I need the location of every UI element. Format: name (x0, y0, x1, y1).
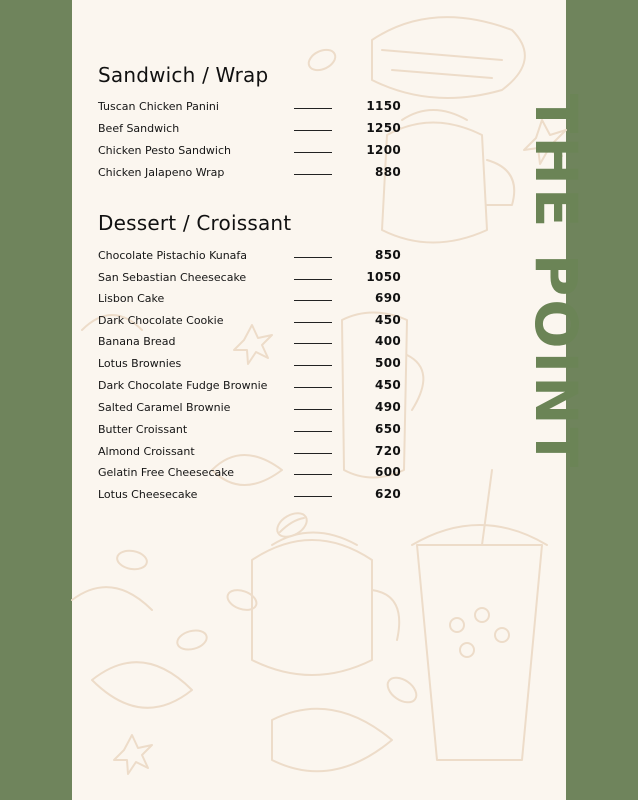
menu-item (98, 334, 401, 351)
item-name: Beef Sandwich (98, 122, 180, 135)
item-leader-line (294, 496, 332, 497)
background-doodles (72, 0, 566, 800)
section-title-sandwich-wrap: Sandwich / Wrap (98, 63, 269, 87)
item-name: San Sebastian Cheesecake (98, 271, 247, 284)
menu-item (98, 270, 401, 287)
item-leader-line (294, 474, 332, 475)
item-price: 650 (375, 422, 401, 436)
item-name: Banana Bread (98, 335, 176, 348)
item-leader-line (294, 174, 332, 175)
item-name: Dark Chocolate Fudge Brownie (98, 379, 268, 392)
item-leader-line (294, 152, 332, 153)
menu-item (98, 378, 401, 395)
item-price: 400 (375, 334, 401, 348)
item-price: 500 (375, 356, 401, 370)
item-name: Lotus Cheesecake (98, 488, 198, 501)
item-price: 690 (375, 291, 401, 305)
item-name: Dark Chocolate Cookie (98, 314, 224, 327)
item-price: 450 (375, 313, 401, 327)
item-leader-line (294, 279, 332, 280)
item-price: 450 (375, 378, 401, 392)
menu-item (98, 465, 401, 482)
menu-item (98, 422, 401, 439)
item-leader-line (294, 257, 332, 258)
item-price: 600 (375, 465, 401, 479)
item-price: 720 (375, 444, 401, 458)
item-name: Lotus Brownies (98, 357, 182, 370)
item-price: 1250 (366, 121, 401, 135)
item-price: 1200 (366, 143, 401, 157)
menu-item (98, 356, 401, 373)
menu-page (72, 0, 590, 800)
item-leader-line (294, 365, 332, 366)
menu-item (98, 165, 401, 182)
menu-item (98, 487, 401, 504)
item-leader-line (294, 300, 332, 301)
item-name: Gelatin Free Cheesecake (98, 466, 234, 479)
menu-item (98, 143, 401, 160)
item-name: Lisbon Cake (98, 292, 165, 305)
item-price: 850 (375, 248, 401, 262)
item-name: Salted Caramel Brownie (98, 401, 231, 414)
menu-item (98, 99, 401, 116)
item-name: Almond Croissant (98, 445, 195, 458)
menu-item (98, 121, 401, 138)
section-title-dessert-croissant: Dessert / Croissant (98, 211, 292, 235)
item-leader-line (294, 322, 332, 323)
menu-item (98, 248, 401, 265)
menu-item (98, 313, 401, 330)
item-price: 490 (375, 400, 401, 414)
item-leader-line (294, 453, 332, 454)
item-name: Chicken Jalapeno Wrap (98, 166, 225, 179)
brand-title: THE POINT (522, 93, 590, 471)
item-leader-line (294, 130, 332, 131)
item-name: Chicken Pesto Sandwich (98, 144, 231, 157)
item-leader-line (294, 108, 332, 109)
menu-item (98, 291, 401, 308)
item-price: 1150 (366, 99, 401, 113)
item-leader-line (294, 431, 332, 432)
item-price: 1050 (366, 270, 401, 284)
item-name: Tuscan Chicken Panini (98, 100, 219, 113)
menu-item (98, 444, 401, 461)
item-leader-line (294, 343, 332, 344)
item-leader-line (294, 387, 332, 388)
menu-item (98, 400, 401, 417)
item-price: 880 (375, 165, 401, 179)
item-name: Chocolate Pistachio Kunafa (98, 249, 248, 262)
item-price: 620 (375, 487, 401, 501)
item-name: Butter Croissant (98, 423, 188, 436)
item-leader-line (294, 409, 332, 410)
